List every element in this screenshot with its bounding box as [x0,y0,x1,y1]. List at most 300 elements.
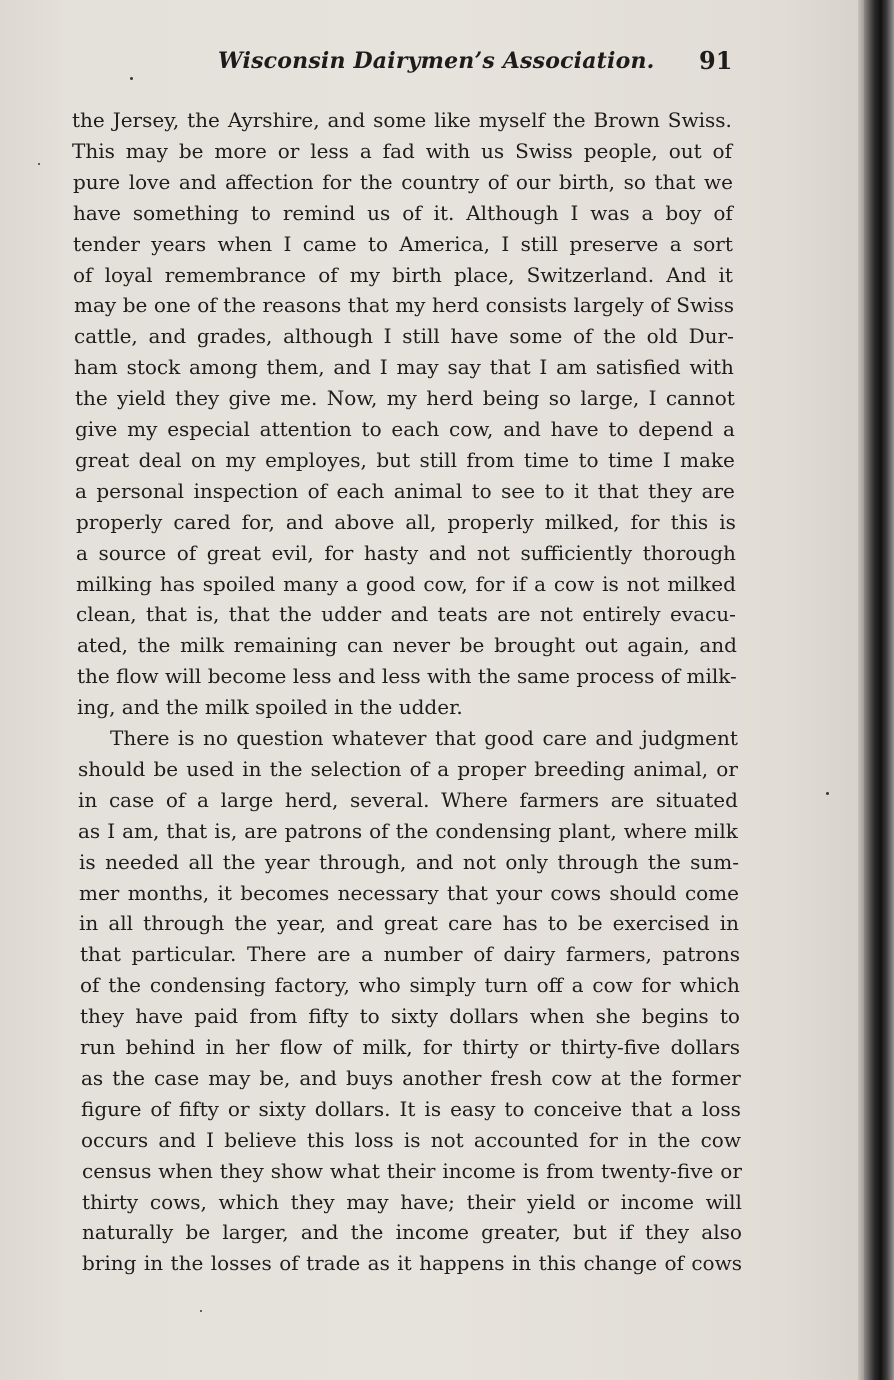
word: dairy [503,942,556,966]
word: a [571,973,584,997]
word: come [684,881,739,905]
word: with [425,139,471,163]
word: of [402,201,422,225]
word: at [600,1066,621,1090]
word: may [74,293,117,317]
word: large, [580,386,640,410]
word: from [546,1159,595,1183]
word: that [434,726,476,750]
word: but [573,1220,607,1244]
word: run [80,1035,116,1059]
word: happens [419,1251,505,1275]
word: cow [553,572,595,596]
word: the [137,633,171,657]
word: more [214,139,267,163]
text-line [72,108,732,132]
word: necessary [337,881,439,905]
word: as [81,1066,104,1090]
word: This [72,139,115,163]
word: no [203,726,228,750]
word: being [482,386,540,410]
word: although [283,324,373,348]
word: that [489,355,531,379]
word: condensing [149,973,266,997]
word: behind [125,1035,196,1059]
word: It [399,1097,416,1121]
word: milking [76,572,152,596]
word: sort [692,232,733,256]
word: are [317,942,351,966]
word: who [358,973,401,997]
word: depend [638,417,714,441]
word: loss [354,1128,394,1152]
word: the [222,850,256,874]
word: selection [310,757,402,781]
word: still [419,448,457,472]
word: birth [392,263,442,287]
word: animal [393,479,463,503]
word: not [539,602,573,626]
text-line [110,726,738,750]
word: it. [433,201,455,225]
word: conceive [533,1097,623,1121]
text-line [82,1220,742,1244]
word: show [270,1159,324,1183]
text-line [80,942,740,966]
word: tender [73,232,140,256]
word: of [713,201,733,225]
word: all [188,850,214,874]
word: am, [122,819,160,843]
text-line [75,386,735,410]
word: fifty [308,1004,349,1028]
word: my [225,448,256,472]
word: the [603,324,636,348]
word: and [595,726,634,750]
word: of [664,1251,684,1275]
word: has [502,911,538,935]
word: number [383,942,463,966]
word: my [127,417,158,441]
word: that [631,1097,673,1121]
word: animal, [633,757,709,781]
word: thirty [462,1035,519,1059]
word: thirty-five [560,1035,661,1059]
word: and [390,602,429,626]
word: all, [405,510,437,534]
word: old [646,324,678,348]
text-line [74,355,734,379]
word: so [623,170,646,194]
word: herd [426,386,474,410]
word: may [208,1066,251,1090]
word: which [218,1190,279,1214]
word: remind [282,201,356,225]
word: America, [399,232,491,256]
word: where [623,819,687,843]
word: believe [224,1128,297,1152]
word: them, [266,355,325,379]
word: I [107,819,116,843]
word: whatever [332,726,427,750]
word: judgment [641,726,738,750]
word: be [178,139,204,163]
word: a [76,541,88,565]
word: to [359,1004,380,1028]
page-number: 91 [699,46,733,75]
word: still [402,324,440,348]
word: each [391,417,440,441]
word: us [367,201,391,225]
text-line [76,602,736,626]
text-line [75,417,735,441]
word: boy [665,201,702,225]
word: came [302,232,357,256]
word: of [165,788,186,812]
word: it [718,263,733,287]
word: process [576,664,655,688]
word: brought [494,633,576,657]
word: a [681,1097,693,1121]
word: if [618,1220,633,1244]
word: out [668,139,702,163]
word: have [450,324,499,348]
word: bring [82,1251,137,1275]
word: not [462,850,496,874]
word: like [434,108,471,132]
word: be, [259,1066,291,1090]
word: or [227,1097,250,1121]
word: the [77,664,110,688]
word: I [539,355,548,379]
word: is [602,572,619,596]
word: not [476,541,510,565]
word: for [475,572,505,596]
word: flow [116,664,159,688]
word: in [143,1251,164,1275]
word: and [158,1128,196,1152]
word: for [630,510,660,534]
word: loss [701,1097,741,1121]
word: of [279,1251,299,1275]
word: satisfied [595,355,681,379]
text-line [73,232,733,256]
word: should [609,881,677,905]
word: if [512,572,527,596]
word: that [80,942,121,966]
text-line [73,263,733,287]
word: a [197,788,209,812]
word: ham [74,355,118,379]
word: dollars. [314,1097,391,1121]
word: large [220,788,274,812]
word: the [395,819,429,843]
word: great [206,541,261,565]
word: is, [214,819,238,843]
word: the [552,108,586,132]
word: clean, [76,602,137,626]
word: from [466,448,515,472]
word: in [79,911,99,935]
word: particular. [131,942,237,966]
word: they [219,1159,264,1183]
word: losses [210,1251,272,1275]
word: cow, [423,572,468,596]
word: buys [345,1066,394,1090]
word: not [626,572,660,596]
word: source [98,541,167,565]
print-speck [826,792,829,795]
word: proper [457,757,527,781]
print-speck [38,163,40,165]
word: the [223,293,256,317]
word: to [608,417,629,441]
word: my [349,263,381,287]
word: give [228,386,271,410]
word: it [573,479,589,503]
word: of [573,324,593,348]
word: many [283,572,339,596]
word: paid [194,1004,239,1028]
word: the [657,1128,691,1152]
word: with [689,355,734,379]
word: all [108,911,134,935]
text-line [77,633,737,657]
word: something [132,201,239,225]
word: preserve [569,232,659,256]
text-line [79,881,739,905]
text-line [73,201,733,225]
word: of [409,757,430,781]
word: a [437,757,450,781]
word: care [542,726,587,750]
text-line [75,479,735,503]
word: was [590,201,630,225]
word: through [143,911,225,935]
word: each [336,479,385,503]
word: as [78,819,101,843]
word: they [175,386,220,410]
binding-shadow [864,0,894,1380]
word: is [424,1097,442,1121]
word: and [178,170,217,194]
word: I [206,1128,215,1152]
word: milk, [362,1035,413,1059]
word: see [501,479,536,503]
word: me. [280,386,318,410]
word: begins [641,1004,709,1028]
word: for [588,1128,618,1152]
word: and [285,510,324,534]
word: factory, [274,973,350,997]
word: a [641,201,654,225]
word: loyal [104,263,153,287]
word: cows, [149,1190,207,1214]
word: cared [173,510,231,534]
word: some [373,108,427,132]
word: of [332,1035,353,1059]
word: for [641,973,671,997]
word: may [396,355,439,379]
word: of [487,170,508,194]
word: should [78,757,146,781]
word: our [515,170,551,194]
word: greater, [481,1220,561,1244]
word: people, [583,139,658,163]
word: a [669,232,682,256]
text-line [73,170,733,194]
word: or [528,1035,551,1059]
word: fresh [490,1066,543,1090]
word: milk [180,633,224,657]
word: what [329,1159,380,1183]
word: of [73,263,93,287]
word: Ayrshire, [227,108,320,132]
text-line [78,819,738,843]
word: give [75,417,118,441]
word: There [110,726,170,750]
word: plant, [558,819,617,843]
word: situated [655,788,738,812]
word: have [550,417,599,441]
word: some [509,324,563,348]
word: for, [241,510,275,534]
text-line [82,1251,742,1275]
word: thorough [642,541,736,565]
word: turn [484,973,528,997]
word: cattle, [74,324,138,348]
word: this [538,1251,577,1275]
word: remembrance [164,263,307,287]
word: is [522,1159,540,1183]
word: that [146,602,187,626]
word: cannot [665,386,735,410]
word: for [324,541,354,565]
word: several. [350,788,430,812]
word: that [166,819,208,843]
word: also [701,1220,742,1244]
word: dollars [449,1004,519,1028]
word: especial [167,417,250,441]
word: I [283,232,292,256]
word: in [205,1035,225,1059]
word: Although [466,201,559,225]
word: and [415,850,454,874]
word: myself [478,108,545,132]
word: herd, [284,788,339,812]
word: income [395,1220,469,1244]
word: to [471,479,492,503]
word: a [359,139,372,163]
text-line [81,1066,741,1090]
word: through, [318,850,407,874]
word: consists [485,293,567,317]
text-line [76,541,736,565]
word: make [680,448,735,472]
word: I [570,201,579,225]
word: have [73,201,121,225]
word: will [165,664,202,688]
word: and [333,355,371,379]
word: patrons [662,942,740,966]
word: they [80,1004,125,1028]
word: fad [382,139,415,163]
word: have; [400,1190,455,1214]
word: years [151,232,207,256]
word: entirely [582,602,661,626]
word: through [557,850,639,874]
word: income [442,1159,516,1183]
word: they [645,1220,690,1244]
word: properly [447,510,534,534]
word: less [381,664,421,688]
word: inspection [193,479,299,503]
word: fifty [178,1097,219,1121]
word: and [336,911,374,935]
text-line [79,911,739,935]
word: Swiss [676,293,734,317]
word: change [583,1251,658,1275]
word: pure [73,170,121,194]
word: be [153,757,179,781]
word: cow [700,1128,741,1152]
word: or [716,757,738,781]
word: cows [550,881,601,905]
word: and [428,541,467,565]
word: figure [81,1097,142,1121]
word: used [186,757,235,781]
word: a [75,479,87,503]
word: and [299,1066,337,1090]
word: patrons [284,819,363,843]
word: the [75,386,108,410]
word: cow [551,1066,592,1090]
word: again, [627,633,690,657]
word: employes, [265,448,367,472]
word: this [670,510,709,534]
word: less [292,664,332,688]
word: of [197,293,217,317]
text-line [74,293,734,317]
word: my [395,293,426,317]
word: Jersey, [112,108,180,132]
word: sufficiently [520,541,633,565]
word: Swiss. [667,108,732,132]
word: largely [573,293,644,317]
word: still [520,232,559,256]
word: say [447,355,481,379]
word: occurs [81,1128,149,1152]
word: the [350,1220,384,1244]
word: case [108,788,155,812]
word: love [128,170,171,194]
word: is, [196,602,220,626]
word: the [477,664,511,688]
word: year, [277,911,326,935]
word: accounted [473,1128,579,1152]
word: great [383,911,438,935]
word: and [337,664,376,688]
word: yield [526,1190,576,1214]
word: sum- [690,850,739,874]
word: attention [259,417,352,441]
word: exercised [612,911,710,935]
word: when [158,1159,213,1183]
word: grades, [196,324,273,348]
word: milk- [686,664,737,688]
word: their [386,1159,436,1183]
word: her [235,1035,270,1059]
